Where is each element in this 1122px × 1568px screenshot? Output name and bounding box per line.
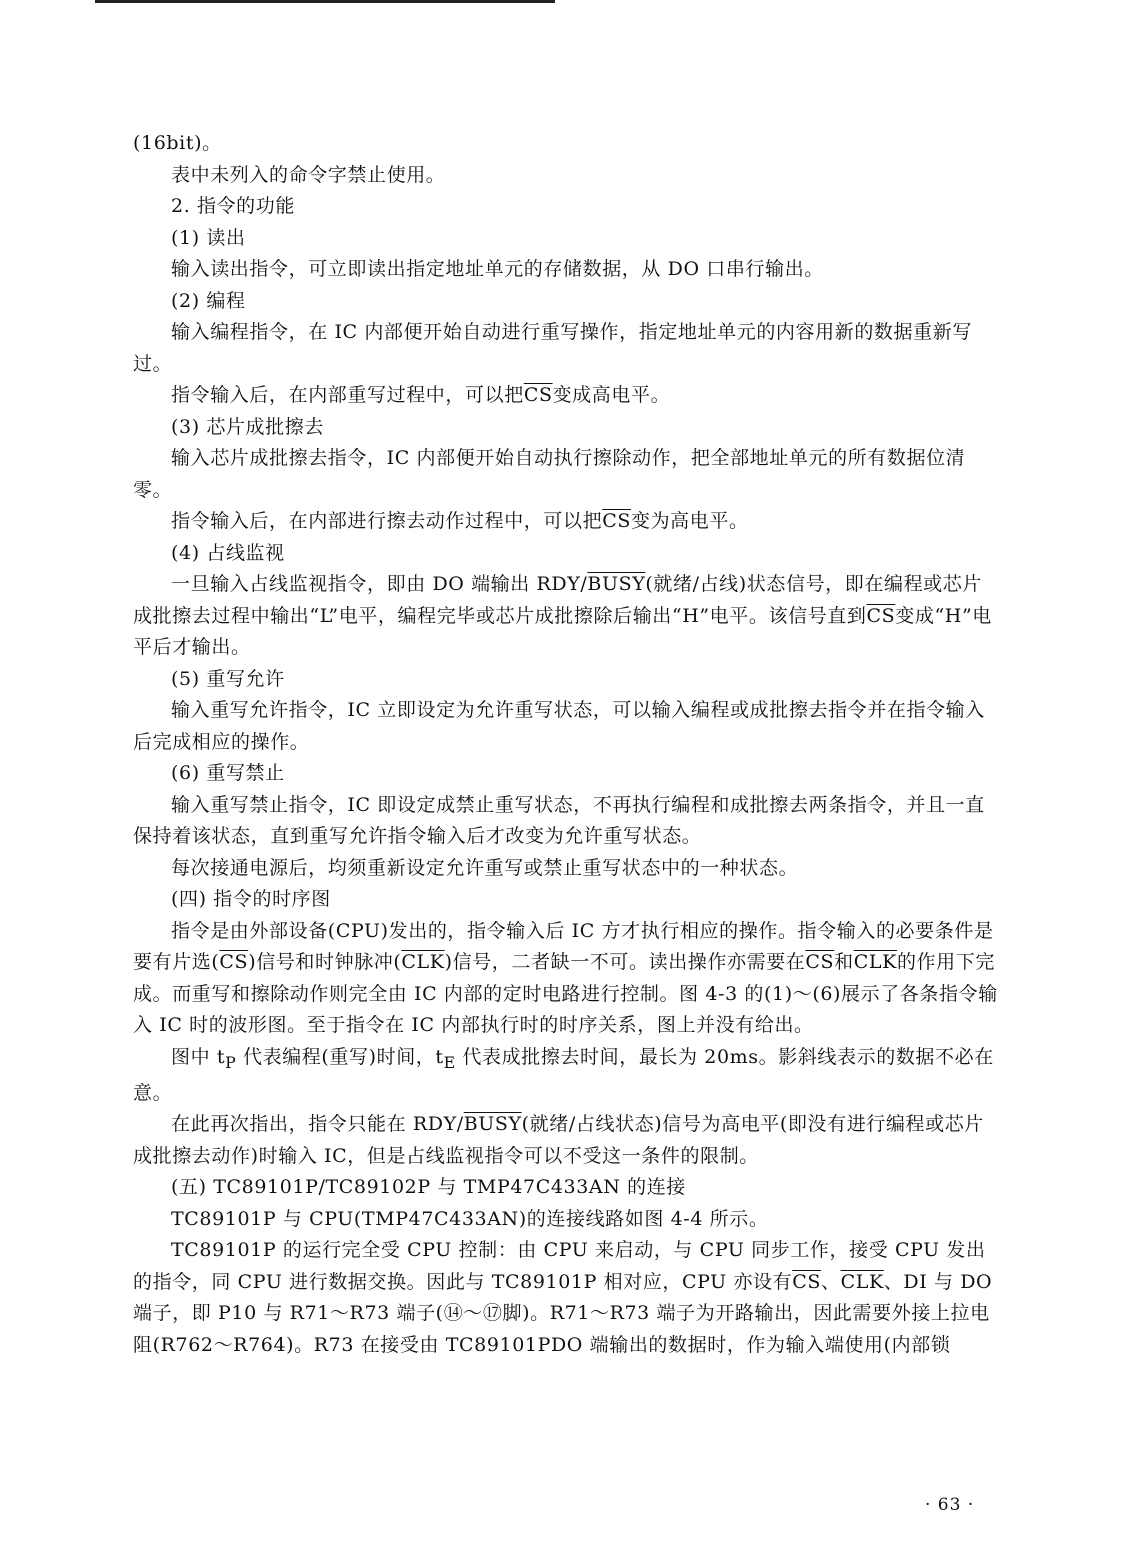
signal-cs-overline: $\overline{CS}$ (805, 951, 835, 973)
signal-clk-overline: $\overline{CLK}$ (853, 951, 897, 973)
page-number: · 63 · (925, 1495, 975, 1515)
signal-cs-overline: $\overline{CS}$ (792, 1270, 822, 1293)
paragraph: 在此再次指出，指令只能在 RDY/BUSY(就绪/占线状态)信号为高电平(即没有进行编程或芯片成批擦去动作)时输入 IC，但是占线监视指令可以不受这一条件的限制。 (133, 1113, 984, 1167)
signal-cs-overline: $\overline{CS}$ (602, 510, 631, 532)
paragraph: 表中未列入的命令字禁止使用。 (171, 163, 446, 186)
paragraph: 输入重写允许指令，IC 立即设定为允许重写状态，可以输入编程或成批擦去指令并在指令输入后完成相应的操作。 (133, 699, 985, 753)
paragraph: 一旦输入占线监视指令，即由 DO 端输出 RDY/BUSY(就绪/占线)状态信号，即在编程或芯片成批擦去过程中输出“L”电平，编程完毕或芯片成批擦除后输出“H”电平。该信号直到$\overline{CS}$变成“H”电平后才输出。 (133, 573, 992, 658)
paragraph: 指令输入后，在内部重写过程中，可以把$\overline{CS}$变成高电平。 (171, 384, 671, 406)
paragraph: 输入芯片成批擦去指令，IC 内部便开始自动执行擦除动作，把全部地址单元的所有数据位清零。 (133, 447, 966, 501)
signal-cs-overline: $\overline{CS}$ (219, 951, 249, 973)
paragraph: 图中 $t_P$ 代表编程(重写)时间，$t_E$ 代表成批擦去时间，最长为 20ms。影斜线表示的数据不必在意。 (133, 1045, 994, 1104)
subscript: P (225, 1052, 237, 1072)
signal-clk-overline: $\overline{CLK}$ (840, 1270, 884, 1293)
scan-top-rule (95, 0, 555, 3)
subsection-heading: (4) 占线监视 (171, 541, 285, 564)
signal-busy-overline: BUSY (587, 573, 646, 595)
paragraph: 指令是由外部设备(CPU)发出的，指令输入后 IC 方才执行相应的操作。指令输入的必要条件是要有片选$(\overline{CS})$信号和时钟脉冲$(\overline{CLK})$信号，二者缺一不可。读出操作亦需要在$\overline{CS}$和$\overline{CLK}$的作用下完成。而重写和擦除动作则完全由 IC 内部的定时电路进行控制。图 4-3 的(1)～(6)展示了各条指令输入 IC 时的波形图。至于指令在 IC 内部执行时的时序关系，图上并没有给出。 (133, 919, 998, 1036)
paragraph: 每次接通电源后，均须重新设定允许重写或禁止重写状态中的一种状态。 (171, 856, 799, 879)
paragraph: (16bit)。 (133, 132, 222, 154)
section-heading: (五) TC89101P/TC89102P 与 TMP47C433AN 的连接 (171, 1176, 686, 1199)
subsection-heading: (3) 芯片成批擦去 (171, 415, 324, 438)
signal-cs-overline: $\overline{CS}$ (523, 384, 553, 406)
subsection-heading: (2) 编程 (171, 289, 246, 312)
section-heading: (四) 指令的时序图 (171, 888, 331, 910)
section-heading: 2. 指令的功能 (171, 195, 295, 217)
page-body (133, 128, 998, 1361)
paragraph: 指令输入后，在内部进行擦去动作过程中，可以把$\overline{CS}$变为高电平。 (171, 510, 749, 532)
subsection-heading: (1) 读出 (171, 226, 246, 249)
paragraph: TC89101P 与 CPU(TMP47C433AN)的连接线路如图 4-4 所示。 (171, 1207, 769, 1230)
paragraph: 输入编程指令，在 IC 内部便开始自动进行重写操作，指定地址单元的内容用新的数据重新写过。 (133, 321, 972, 375)
signal-busy-overline: BUSY (463, 1113, 522, 1136)
subsection-heading: (5) 重写允许 (171, 667, 285, 690)
paragraph: 输入读出指令，可立即读出指定地址单元的存储数据，从 DO 口串行输出。 (171, 258, 824, 280)
signal-clk-overline: $\overline{CLK}$ (401, 951, 445, 973)
subsection-heading: (6) 重写禁止 (171, 762, 285, 784)
paragraph: 输入重写禁止指令，IC 即设定成禁止重写状态，不再执行编程和成批擦去两条指令，并且一直保持着该状态，直到重写允许指令输入后才改变为允许重写状态。 (133, 793, 985, 847)
signal-cs-overline: $\overline{CS}$ (866, 604, 896, 627)
paragraph: TC89101P 的运行完全受 CPU 控制：由 CPU 来启动，与 CPU 同步工作，接受 CPU 发出的指令，同 CPU 进行数据交换。因此与 TC89101P 相对应，CPU 亦设有$\overline{CS}$、$\overline{CLK}$、DI 与 DO 端子，即 P10 与 R71～R73 端子(⑭～⑰脚)。R71～R73 端子为开路输出，因此需要外接上拉电阻(R762～R764)。R73 在接受由 TC89101PDO 端输出的数据时，作为输入端使用(内部锁 (133, 1239, 993, 1356)
subscript: E (443, 1052, 456, 1072)
